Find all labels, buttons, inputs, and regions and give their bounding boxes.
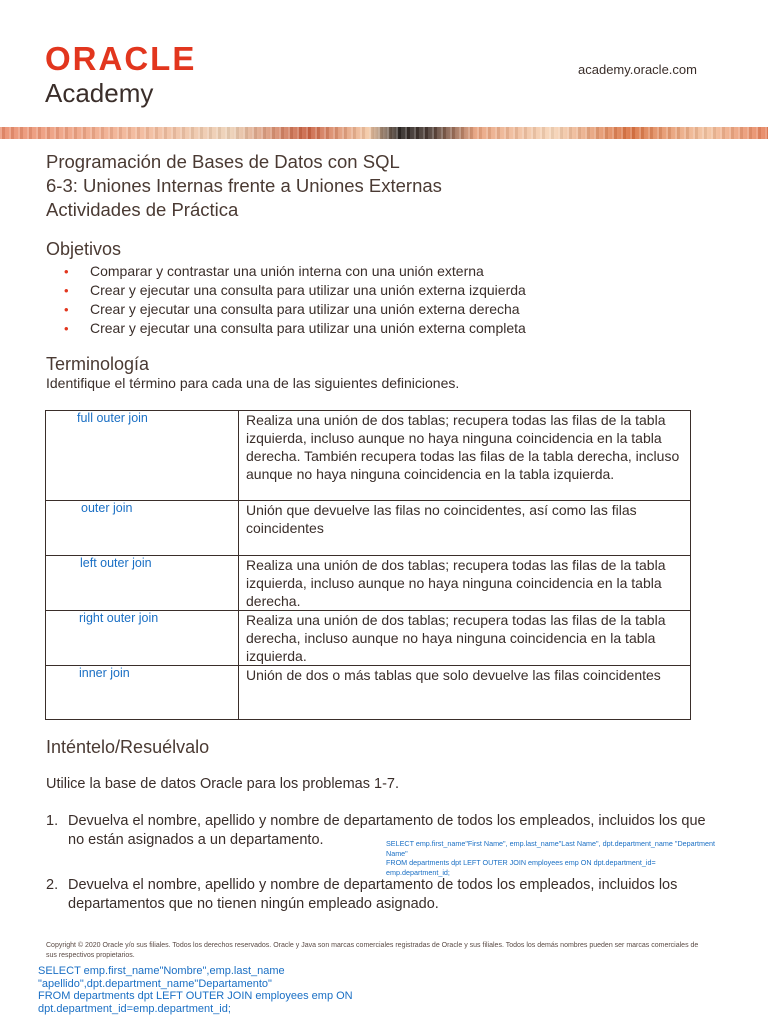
document-title [46,150,442,222]
terminology-table [45,410,691,720]
sql-line: "apellido",dpt.department_name"Departamento" [38,977,272,990]
answer-1-sql[interactable] [386,839,736,877]
bullet-icon: • [64,321,69,336]
bullet-icon: • [64,283,69,298]
list-item [62,319,526,338]
problem-item [46,876,706,914]
sql-line: FROM departments dpt LEFT OUTER JOIN employees emp ON [38,990,353,1002]
sql-line: dpt.department_id=emp.department_id; [38,1002,231,1015]
site-url[interactable]: academy.oracle.com [578,62,697,77]
sql-line: emp.department_id; [386,867,450,877]
term-answer: inner join [79,666,130,680]
table-row [46,411,691,501]
problem-number: 1. [46,813,59,829]
sql-line: Name" [386,848,408,858]
list-item [62,262,526,281]
term-cell[interactable] [46,501,239,556]
table-row [46,556,691,611]
logo-product: Academy [45,78,154,108]
logo-brand: ORACLE [45,40,197,77]
list-item [62,281,526,300]
list-item [62,300,526,319]
sql-line: SELECT emp.first_name"Nombre",emp.last_name [38,965,285,977]
term-answer: left outer join [80,556,152,570]
answer-2-sql[interactable] [38,965,378,1015]
terminology-intro: Identifique el término para cada una de las siguientes definiciones. [46,375,460,391]
sql-line: SELECT emp.first_name"First Name", emp.last_name"Last Name", dpt.department_name "Department [386,839,716,848]
decorative-banner [0,127,768,139]
table-row [46,501,691,556]
definition-cell: Unión que devuelve las filas no coincidentes, así como las filas coincidentes [239,501,691,556]
term-cell[interactable] [46,556,239,611]
definition-cell: Realiza una unión de dos tablas; recupera todas las filas de la tabla izquierda, incluso aunque no haya ninguna coincidencia en la tabla derecha. [239,556,691,611]
copyright-notice: Copyright © 2020 Oracle y/o sus filiales. Todos los derechos reservados. Oracle y Java son marcas comerciales registradas de Oracle y sus filiales. Todos los demás nombres pueden ser marcas comerciales de sus respectivos propietarios. [46,942,699,959]
objective-text: Comparar y contrastar una unión interna con una unión externa [90,263,484,279]
problem-number: 2. [46,877,59,893]
bullet-icon: • [64,302,69,317]
lesson-title: 6-3: Uniones Internas frente a Uniones Externas [46,175,442,196]
terminology-heading: Terminología [46,354,150,374]
problem-text: Devuelva el nombre, apellido y nombre de departamento de todos los empleados, incluidos los departamentos que no tienen ningún empleado asignado. [68,877,678,912]
practice-heading: Inténtelo/Resuélvalo [46,737,210,757]
bullet-icon: • [64,264,69,279]
term-answer: right outer join [79,611,159,625]
definition-cell: Realiza una unión de dos tablas; recupera todas las filas de la tabla derecha, incluso aunque no haya ninguna coincidencia en la tabla izquierda. [239,611,691,666]
term-cell[interactable] [46,611,239,666]
objective-text: Crear y ejecutar una consulta para utilizar una unión externa derecha [90,301,520,317]
term-cell[interactable] [46,411,239,501]
activity-title: Actividades de Práctica [46,199,239,220]
course-title: Programación de Bases de Datos con SQL [46,151,400,172]
practice-intro: Utilice la base de datos Oracle para los problemas 1-7. [46,776,400,792]
objectives-heading: Objetivos [46,239,122,259]
objectives-list [62,262,526,338]
definition-cell: Realiza una unión de dos tablas; recupera todas las filas de la tabla izquierda, incluso aunque no haya ninguna coincidencia en la tabla derecha. También recupera todas las filas de la tabla derecha, incluso aunque no haya ninguna coincidencia en la tabla izquierda. [239,411,691,501]
term-cell[interactable] [46,666,239,720]
term-answer: outer join [81,501,133,515]
table-row [46,611,691,666]
term-answer: full outer join [77,411,148,425]
objective-text: Crear y ejecutar una consulta para utilizar una unión externa completa [90,320,526,336]
problem-text: Devuelva el nombre, apellido y nombre de departamento de todos los empleados, incluidos los que no están asignados a un departamento. [68,813,706,848]
definition-cell: Unión de dos o más tablas que solo devuelve las filas coincidentes [239,666,691,720]
objective-text: Crear y ejecutar una consulta para utilizar una unión externa izquierda [90,282,526,298]
oracle-academy-logo [45,40,197,108]
sql-line: FROM departments dpt LEFT OUTER JOIN employees emp ON dpt.department_id= [386,858,656,867]
table-row [46,666,691,720]
